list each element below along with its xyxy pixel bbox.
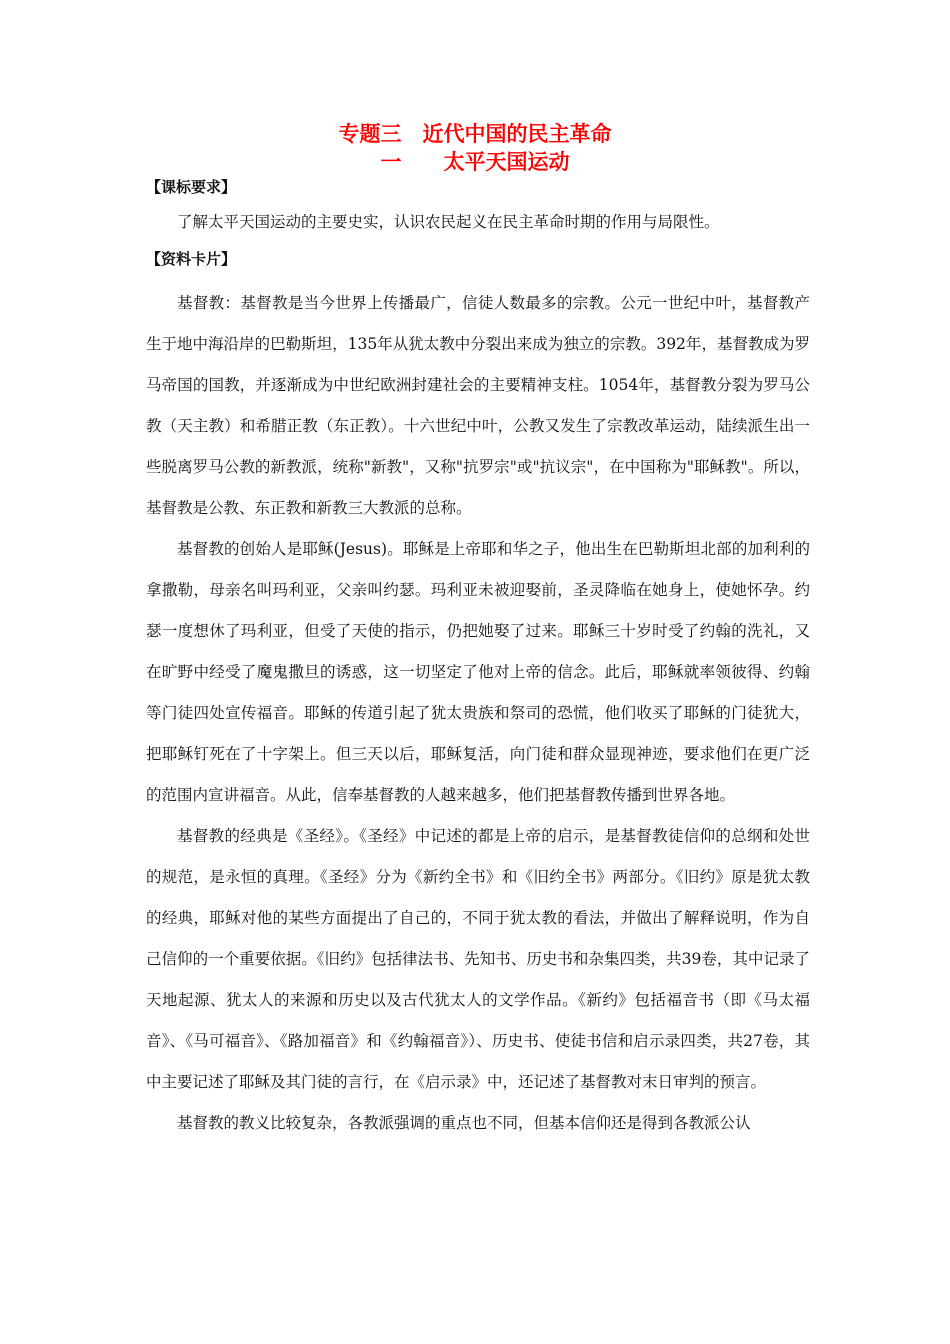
lesson-title: 一 太平天国运动 [380, 150, 570, 174]
paragraph-jesus: 基督教的创始人是耶稣(Jesus)。耶稣是上帝耶和华之子，他出生在巴勒斯坦北部的加利利的拿撒勒，母亲名叫玛利亚，父亲叫约瑟。玛利亚未被迎娶前，圣灵降临在她身上，使她怀孕。约瑟一度想休了玛利亚，但受了天使的指示，仍把她娶了过来。耶稣三十岁时受了约翰的洗礼，又在旷野中经受了魔鬼撒旦的诱惑，这一切坚定了他对上帝的信念。此后，耶稣就率领彼得、约翰等门徒四处宣传福音。耶稣的传道引起了犹太贵族和祭司的恐慌，他们收买了耶稣的门徒犹大，把耶稣钉死在了十字架上。但三天以后，耶稣复活，向门徒和群众显现神迹，要求他们在更广泛的范围内宣讲福音。从此，信奉基督教的人越来越多，他们把基督教传播到世界各地。 [146, 540, 810, 804]
paragraph-doctrine: 基督教的教义比较复杂，各教派强调的重点也不同，但基本信仰还是得到各教派公认 [177, 1114, 751, 1132]
materials-body [146, 283, 810, 1144]
paragraph-bible: 基督教的经典是《圣经》。《圣经》中记述的都是上帝的启示，是基督教徒信仰的总纲和处世的规范，是永恒的真理。《圣经》分为《新约全书》和《旧约全书》两部分。《旧约》原是犹太教的经典，耶稣对他的某些方面提出了自己的，不同于犹太教的看法，并做出了解释说明，作为自己信仰的一个重要依据。《旧约》包括律法书、先知书、历史书和杂集四类，共39卷，其中记录了天地起源、犹太人的来源和历史以及古代犹太人的文学作品。《新约》包括福音书（即《马太福音》、《马可福音》、《路加福音》和《约翰福音》）、历史书、使徒书信和启示录四类，共27卷，其中主要记述了耶稣及其门徒的言行，在《启示录》中，还记述了基督教对末日审判的预言。 [146, 827, 810, 1091]
requirements-heading: 【课标要求】 [146, 178, 237, 196]
materials-heading: 【资料卡片】 [146, 250, 237, 268]
title-block [0, 120, 950, 176]
paragraph-christianity-intro: 基督教：基督教是当今世界上传播最广，信徒人数最多的宗教。公元一世纪中叶，基督教产生于地中海沿岸的巴勒斯坦，135年从犹太教中分裂出来成为独立的宗教。392年，基督教成为罗马帝国的国教，并逐渐成为中世纪欧洲封建社会的主要精神支柱。1054年，基督教分裂为罗马公教（天主教）和希腊正教（东正教）。十六世纪中叶，公教又发生了宗教改革运动，陆续派生出一些脱离罗马公教的新教派，统称"新教"，又称"抗罗宗"或"抗议宗"，在中国称为"耶稣教"。所以，基督教是公教、东正教和新教三大教派的总称。 [146, 294, 810, 517]
requirements-text: 了解太平天国运动的主要史实，认识农民起义在民主革命时期的作用与局限性。 [177, 213, 720, 231]
chapter-title: 专题三 近代中国的民主革命 [338, 122, 612, 146]
